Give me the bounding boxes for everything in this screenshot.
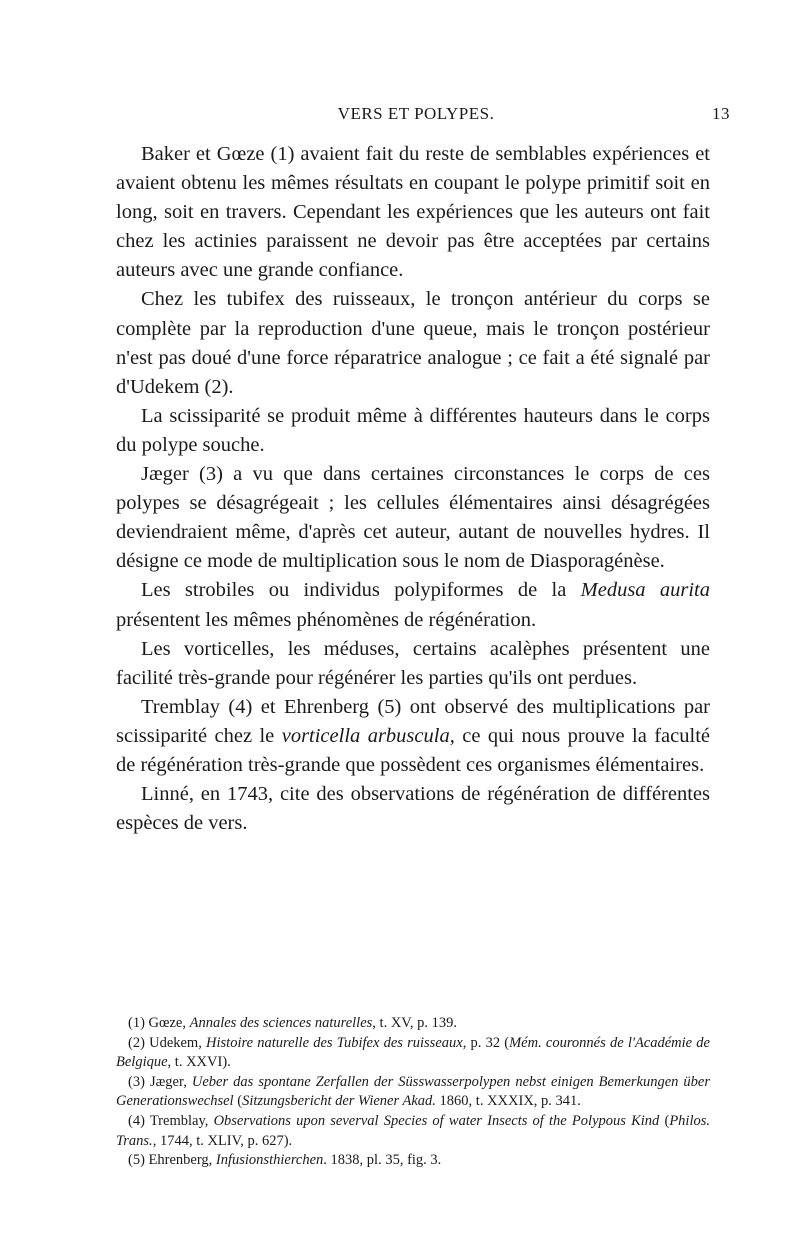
text-run: présentent les mêmes phénomènes de régénération.	[116, 608, 537, 631]
italic-text: Histoire naturelle des Tubifex des ruisseaux	[206, 1034, 463, 1051]
paragraph	[116, 402, 710, 460]
running-title: VERS ET POLYPES.	[337, 104, 495, 123]
text-run: La scissiparité se produit même à différentes hauteurs dans le corps du polype souche.	[116, 404, 710, 456]
text-run: (4) Tremblay,	[128, 1112, 214, 1129]
text-run: Les strobiles ou individus polypiformes de la	[141, 579, 581, 602]
italic-text: Infusionsthierchen	[215, 1152, 324, 1169]
italic-text: Medusa aurita	[580, 579, 710, 602]
text-run: (1) Gœze,	[128, 1015, 190, 1031]
italic-text: Observations upon severval Species of water Insects of the Polypous Kind	[213, 1112, 660, 1129]
text-run: , ce qui nous prouve la faculté de régénération très-grande que possèdent ces organismes élémentaires.	[116, 724, 710, 776]
text-run: (5) Ehrenberg,	[128, 1152, 216, 1169]
text-run: . 1838, pl. 35, fig. 3.	[323, 1152, 442, 1169]
text-run: , t. XXVI).	[167, 1054, 231, 1071]
paragraph	[116, 635, 710, 693]
italic-text: Ueber das spontane Zerfallen der Süsswasserpolypen nebst einigen Bemerkungen über Generationswechsel	[116, 1073, 711, 1110]
italic-text: Mém. couronnés de l'Académie de Belgique	[116, 1034, 710, 1071]
text-run: Linné, en 1743, cite des observations de régénération de différentes espèces de vers.	[116, 783, 710, 835]
text-run: Tremblay (4) et Ehrenberg (5) ont observé des multiplications par scissiparité chez le	[116, 695, 710, 747]
footnotes	[116, 1014, 710, 1171]
paragraph	[116, 780, 710, 838]
text-run: Les vorticelles, les méduses, certains acalèphes présentent une facilité très-grande pour régénérer les parties qu'ils ont perdues.	[116, 637, 710, 689]
footnote	[116, 1073, 710, 1112]
text-run: 1860, t. XXXIX, p. 341.	[435, 1093, 581, 1110]
text-run: (3) Jæger,	[128, 1073, 192, 1090]
text-run: (	[659, 1112, 670, 1129]
text-run: Jæger (3) a vu que dans certaines circonstances le corps de ces polypes se désagrégeait ; les cellules élémentaires ainsi désagrégées deviendraient même, d'après cet auteur, autant de nouvelles hydres. Il désigne ce mode de multiplication sous le nom de Diasporagénèse.	[116, 463, 710, 573]
paragraph	[116, 140, 710, 285]
text-run: (2) Udekem,	[128, 1034, 207, 1051]
text-run: , 1744, t. XLIV, p. 627).	[152, 1132, 293, 1149]
text-run: Baker et Gœze (1) avaient fait du reste de semblables expériences et avaient obtenu les mêmes résultats en coupant le polype primitif soit en long, soit en travers. Cependant les expériences que les auteurs ont fait chez les actinies paraissent ne devoir pas être acceptées par certains auteurs avec une grande confiance.	[116, 143, 710, 282]
text-run: , t. XV, p. 139.	[372, 1015, 458, 1031]
paragraph	[116, 285, 710, 401]
footnote	[116, 1112, 710, 1151]
text-run: , p. 32 (	[462, 1034, 510, 1051]
italic-text: Annales des sciences naturelles	[189, 1015, 373, 1031]
page-number: 13	[712, 104, 730, 123]
footnote	[116, 1014, 710, 1034]
paragraph	[116, 460, 710, 576]
paragraph	[116, 576, 710, 634]
italic-text: Sitzungsbericht der Wiener Akad.	[242, 1093, 436, 1110]
italic-text: vorticella arbuscula	[281, 724, 450, 747]
text-run: Chez les tubifex des ruisseaux, le tronçon antérieur du corps se complète par la reproduction d'une queue, mais le tronçon postérieur n'est pas doué d'une force réparatrice analogue ; ce fait a été signalé par d'Udekem (2).	[116, 288, 710, 398]
footnote	[116, 1034, 710, 1073]
main-text	[116, 140, 710, 838]
paragraph	[116, 693, 710, 780]
text-run: (	[233, 1093, 243, 1110]
footnote	[116, 1151, 710, 1171]
italic-text: Philos. Trans.	[116, 1112, 710, 1149]
